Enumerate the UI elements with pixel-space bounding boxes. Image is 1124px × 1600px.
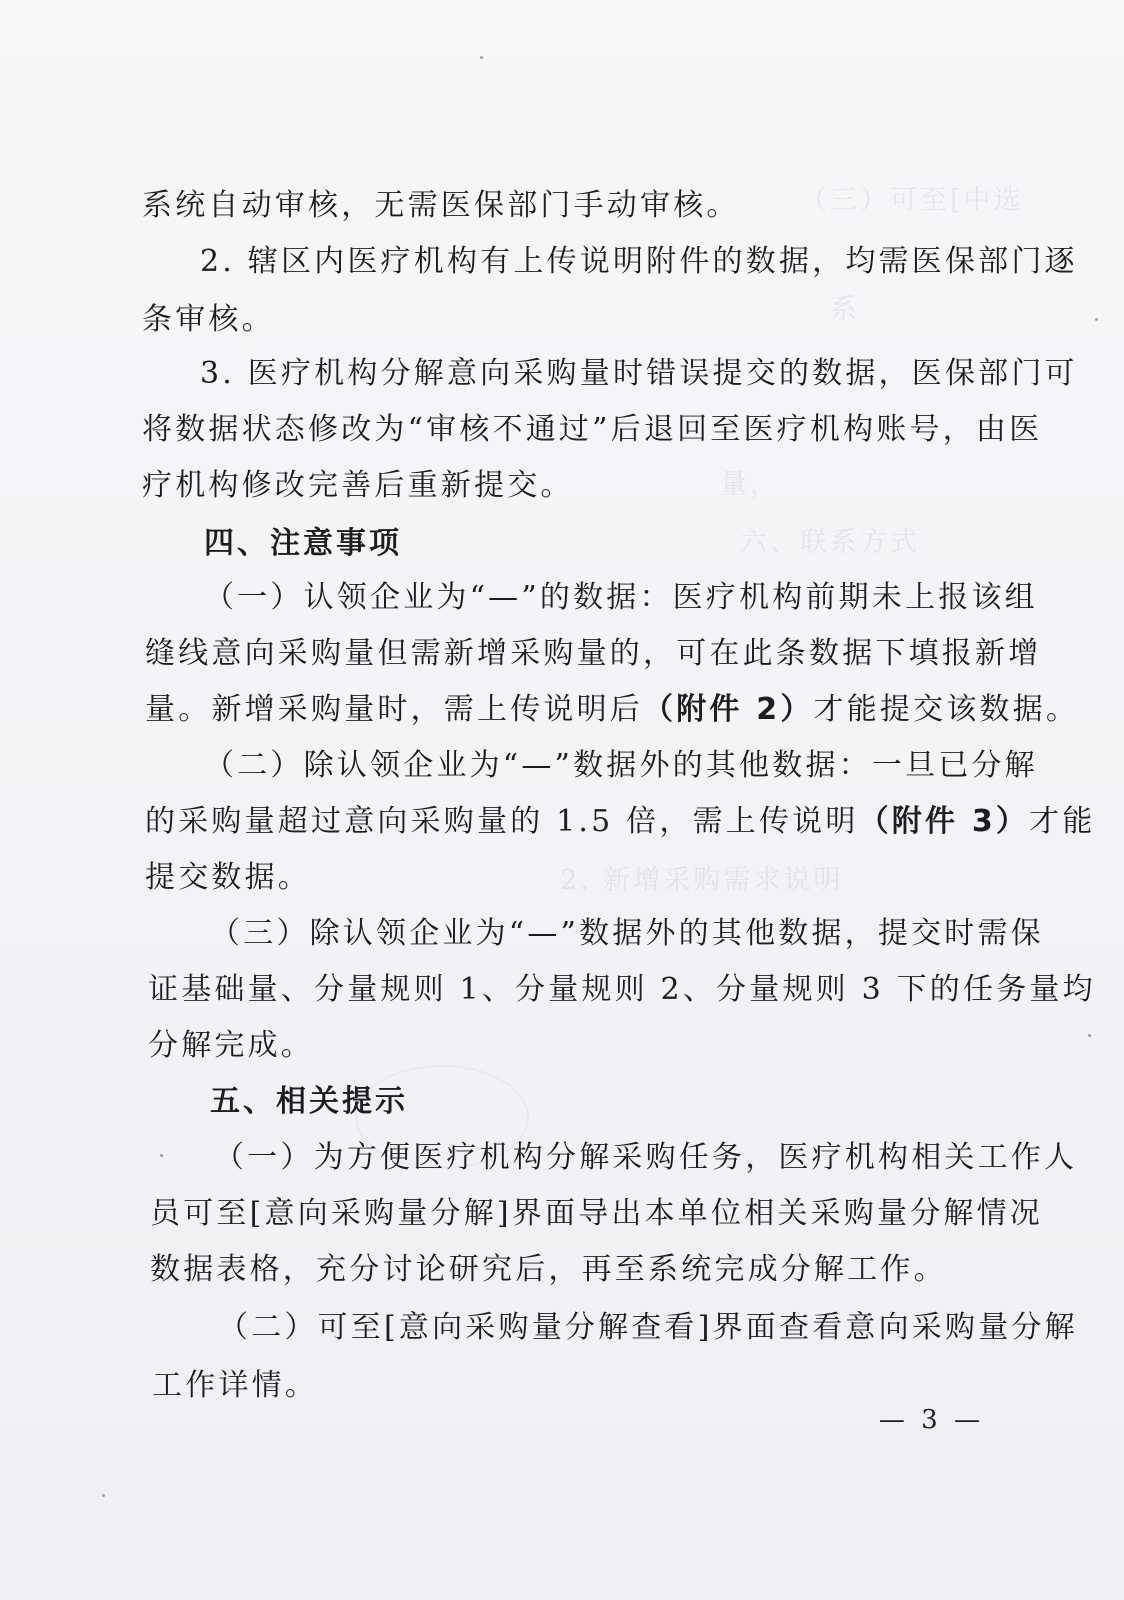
body-line: 证基础量、分量规则 1、分量规则 2、分量规则 3 下的任务量均 (148, 972, 1096, 1007)
body-line: 员可至[意向采购量分解]界面导出本单位相关采购量分解情况 (150, 1196, 1044, 1231)
body-line: 提交数据。 (145, 860, 311, 895)
body-line: （三）除认领企业为“—”数据外的其他数据，提交时需保 (210, 916, 1044, 951)
body-line (145, 690, 1079, 730)
section-heading: 五、相关提示 (210, 1084, 408, 1119)
body-line (145, 802, 1096, 842)
body-line: 条审核。 (142, 302, 275, 337)
bleed-through-mark: 系 (830, 294, 860, 325)
scan-speck (102, 1494, 105, 1497)
body-line: （二）可至[意向采购量分解查看]界面查看意向采购量分解 (218, 1310, 1078, 1345)
body-line: 系统自动审核，无需医保部门手动审核。 (142, 188, 740, 223)
section-heading: 四、注意事项 (204, 526, 402, 561)
page-number: — 3 — (878, 1405, 984, 1435)
bleed-through-mark: 六、联系方式 (740, 527, 920, 558)
body-line: （二）除认领企业为“—”数据外的其他数据：一旦已分解 (204, 748, 1038, 783)
body-line: 数据表格，充分讨论研究后，再至系统完成分解工作。 (150, 1252, 947, 1287)
bleed-through-mark: 2. 新增采购需求说明 (560, 865, 844, 896)
attachment-reference: （附件 2） (643, 692, 814, 727)
scan-speck (160, 1154, 163, 1157)
body-line: 3. 医疗机构分解意向采购量时错误提交的数据，医保部门可 (200, 356, 1078, 391)
scan-speck (1088, 1034, 1091, 1037)
body-line: 将数据状态修改为“审核不通过”后退回至医疗机构账号，由医 (142, 412, 1043, 447)
bleed-through-mark: （三）可至[中选 (800, 185, 1024, 216)
scan-speck (480, 56, 483, 59)
scan-speck (1095, 318, 1098, 321)
body-text: 量。新增采购量时，需上传说明后 (145, 692, 643, 727)
body-text: 的采购量超过意向采购量的 1.5 倍，需上传说明 (145, 804, 859, 839)
body-line: 2. 辖区内医疗机构有上传说明附件的数据，均需医保部门逐 (200, 244, 1078, 279)
body-line: （一）认领企业为“—”的数据：医疗机构前期未上报该组 (204, 580, 1038, 615)
body-line: （一）为方便医疗机构分解采购任务，医疗机构相关工作人 (214, 1140, 1078, 1175)
bleed-through-mark: 量， (720, 469, 780, 500)
body-line: 疗机构修改完善后重新提交。 (142, 468, 574, 503)
body-line: 工作详情。 (152, 1368, 318, 1403)
body-line: 分解完成。 (148, 1028, 314, 1063)
attachment-reference: （附件 3） (858, 804, 1030, 839)
body-line: 缝线意向采购量但需新增采购量的，可在此条数据下填报新增 (145, 636, 1042, 671)
body-text: 才能提交该数据。 (813, 692, 1080, 727)
body-text: 才能 (1029, 804, 1096, 839)
